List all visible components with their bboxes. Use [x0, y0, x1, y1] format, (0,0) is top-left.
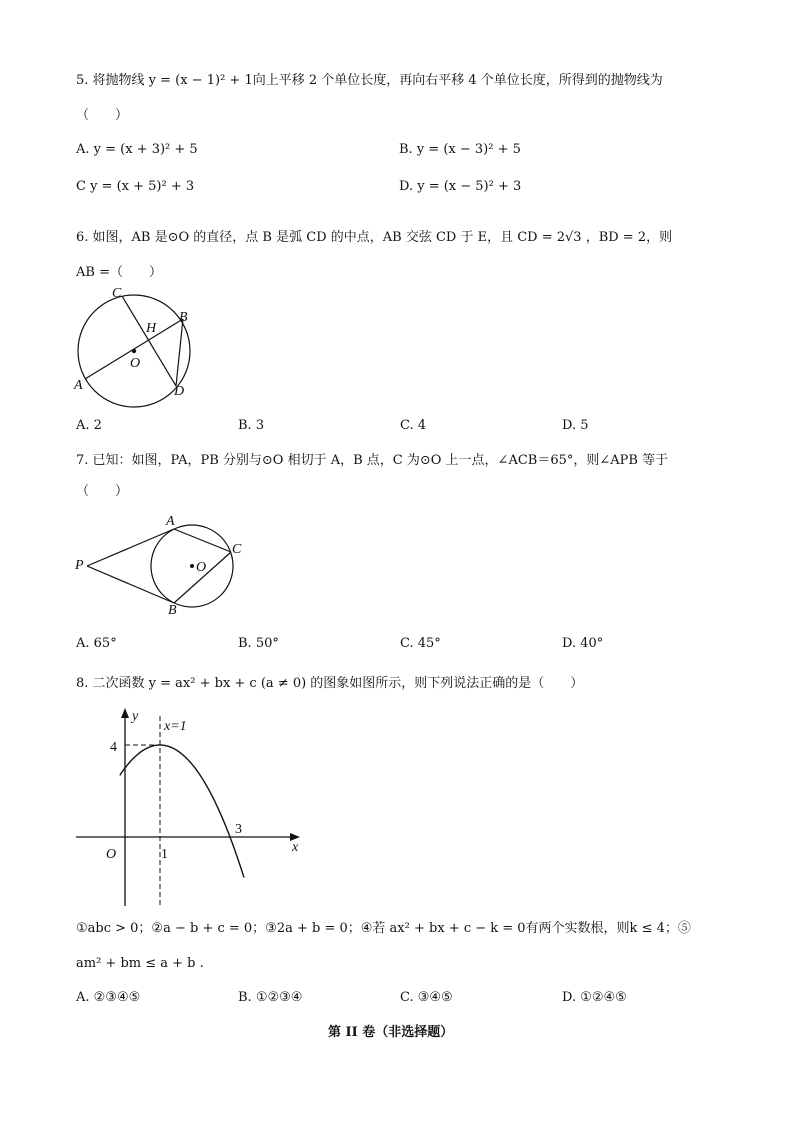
- q6-option-b[interactable]: B. 3: [238, 418, 265, 433]
- q7-tangent-figure: [70, 510, 250, 622]
- q8-label-four: 4: [110, 740, 117, 755]
- q8-label-y: y: [132, 709, 139, 724]
- q8-label-x: x: [292, 840, 299, 855]
- q8-label-axis: x=1: [164, 719, 187, 734]
- q8-option-c[interactable]: C. ③④⑤: [400, 990, 453, 1005]
- q8-stem: 8. 二次函数 y = ax² + bx + c (a ≠ 0) 的图象如图所示，则下列说法正确的是（ ）: [76, 676, 584, 691]
- q7-label-c: C: [232, 542, 242, 557]
- q6-stem: 6. 如图，AB 是⊙O 的直径，点 B 是弧 CD 的中点，AB 交弦 CD 于 E，且 CD = 2√3 ，BD = 2，则: [76, 230, 673, 245]
- q6-option-d[interactable]: D. 5: [562, 418, 589, 433]
- q6-label-d: D: [174, 384, 185, 399]
- q5-option-d[interactable]: D. y = (x − 5)² + 3: [399, 179, 522, 194]
- q8-parabola-graph: [70, 700, 310, 910]
- q7-tangent-pb: [87, 566, 174, 603]
- q6-label-c: C: [112, 286, 122, 301]
- q5-option-a[interactable]: A. y = (x + 3)² + 5: [76, 142, 198, 157]
- q7-option-c[interactable]: C. 45°: [400, 636, 441, 651]
- q7-paren: （ ）: [76, 484, 129, 499]
- q7-label-a: A: [166, 514, 175, 529]
- q6-center-dot: [132, 349, 136, 353]
- q7-option-d[interactable]: D. 40°: [562, 636, 604, 651]
- q8-option-b[interactable]: B. ①②③④: [238, 990, 303, 1005]
- q5-option-c[interactable]: C y = (x + 5)² + 3: [76, 179, 195, 194]
- q7-label-b: B: [168, 603, 177, 618]
- q7-chord-ac: [174, 529, 231, 552]
- q8-option-a[interactable]: A. ②③④⑤: [76, 990, 141, 1005]
- q6-option-a[interactable]: A. 2: [76, 418, 102, 433]
- q7-option-a[interactable]: A. 65°: [76, 636, 117, 651]
- q6-segment-bd: [176, 319, 183, 386]
- section-title: 第 II 卷（非选择题）: [328, 1025, 454, 1040]
- q5-paren: （ ）: [76, 108, 129, 123]
- q6-stem-line2: AB =（ ）: [76, 265, 162, 280]
- q7-label-o: O: [196, 560, 207, 575]
- q5-stem: 5. 将抛物线 y = (x − 1)² + 1向上平移 2 个单位长度，再向右平移 4 个单位长度，所得到的抛物线为: [76, 73, 663, 88]
- q7-center-dot: [190, 564, 194, 568]
- q6-option-c[interactable]: C. 4: [400, 418, 427, 433]
- q6-label-o: O: [130, 356, 141, 371]
- q8-label-three: 3: [235, 822, 242, 837]
- q6-label-b: B: [179, 310, 188, 325]
- q8-y-arrow: [121, 708, 129, 718]
- q5-option-b[interactable]: B. y = (x − 3)² + 5: [399, 142, 521, 157]
- q7-option-b[interactable]: B. 50°: [238, 636, 279, 651]
- q8-statements: ①abc > 0；②a − b + c = 0；③2a + b = 0；④若 ax² + bx + c − k = 0有两个实数根，则k ≤ 4；⑤: [76, 921, 691, 936]
- q6-chord-cd: [122, 296, 176, 386]
- q8-parabola-curve: [120, 745, 244, 878]
- q7-tangent-pa: [87, 529, 174, 566]
- q8-label-one: 1: [161, 847, 168, 862]
- q7-stem: 7. 已知：如图，PA，PB 分别与⊙O 相切于 A，B 点，C 为⊙O 上一点，∠ACB＝65°，则∠APB 等于: [76, 453, 669, 468]
- q8-statements-line2: am² + bm ≤ a + b .: [76, 956, 204, 971]
- q8-option-d[interactable]: D. ①②④⑤: [562, 990, 627, 1005]
- q6-label-h: H: [146, 321, 157, 336]
- q6-label-a: A: [74, 378, 83, 393]
- q6-circle-figure: [70, 282, 210, 412]
- q7-label-p: P: [75, 558, 84, 573]
- q8-label-origin: O: [106, 847, 117, 862]
